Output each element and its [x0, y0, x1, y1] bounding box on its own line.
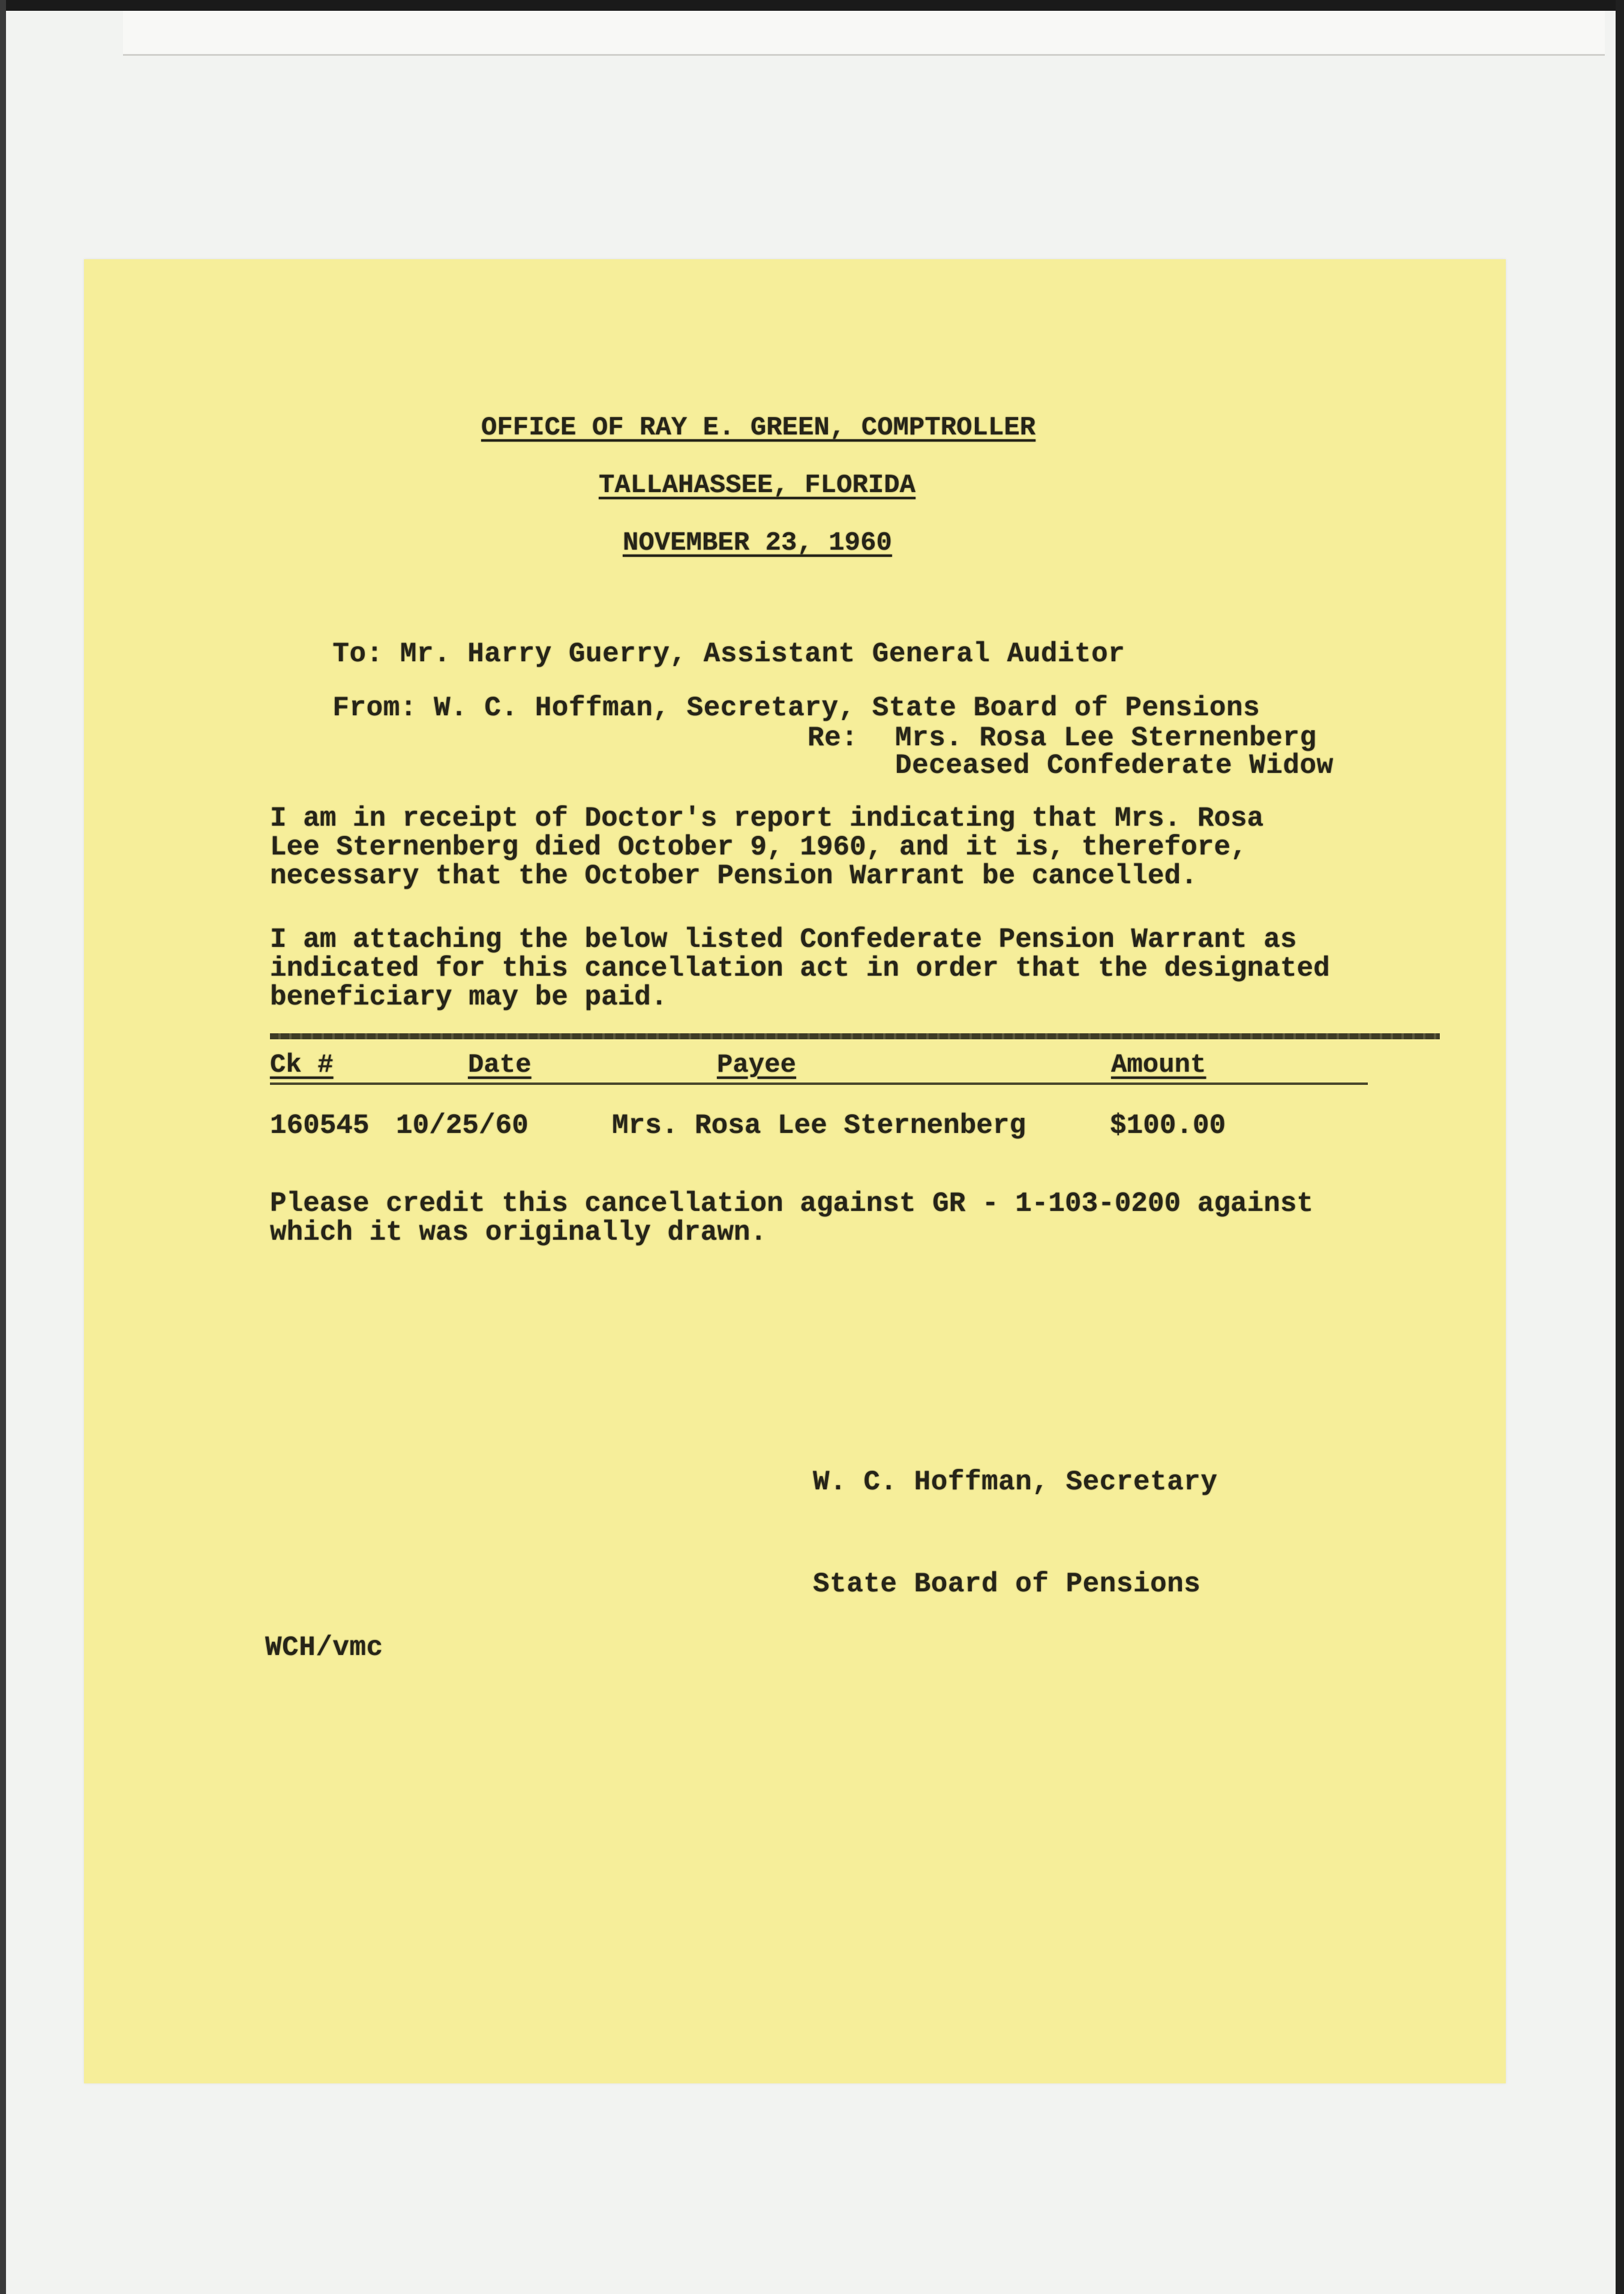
col-header-amount: Amount	[1111, 1050, 1206, 1080]
header-underline	[270, 1082, 1368, 1085]
typist-initials: WCH/vmc	[265, 1632, 383, 1663]
paragraph-3-line-1: Please credit this cancellation against GR - 1-103-0200 against	[270, 1188, 1314, 1219]
table-top-rule	[270, 1033, 1440, 1039]
memo-paper	[84, 259, 1506, 2083]
re-label: Re:	[808, 722, 858, 754]
backing-sheet	[123, 11, 1605, 56]
cell-date: 10/25/60	[396, 1110, 529, 1141]
to-label: To:	[332, 638, 383, 670]
cell-payee: Mrs. Rosa Lee Sternenberg	[612, 1110, 1026, 1141]
signature-org: State Board of Pensions	[813, 1569, 1201, 1600]
city-heading: TALLAHASSEE, FLORIDA	[599, 470, 916, 500]
cell-amount: $100.00	[1110, 1110, 1226, 1141]
cell-check-number: 160545	[270, 1110, 370, 1141]
from-value: W. C. Hoffman, Secretary, State Board of Pensions	[434, 692, 1260, 724]
paragraph-3-line-2: which it was originally drawn.	[270, 1217, 767, 1248]
re-line-1: Mrs. Rosa Lee Sternenberg	[895, 722, 1317, 754]
signature-name: W. C. Hoffman, Secretary	[813, 1467, 1218, 1498]
from-label: From:	[332, 692, 417, 724]
paragraph-2-line-3: beneficiary may be paid.	[270, 982, 668, 1013]
office-heading: OFFICE OF RAY E. GREEN, COMPTROLLER	[481, 413, 1036, 443]
scan-border-top	[0, 0, 1624, 11]
paragraph-1-line-1: I am in receipt of Doctor's report indicating that Mrs. Rosa	[270, 803, 1264, 834]
paragraph-1-line-2: Lee Sternenberg died October 9, 1960, and it is, therefore,	[270, 832, 1247, 863]
date-heading: NOVEMBER 23, 1960	[623, 528, 892, 558]
col-header-check: Ck #	[270, 1050, 334, 1080]
paragraph-2-line-2: indicated for this cancellation act in order that the designated	[270, 953, 1330, 984]
col-header-date: Date	[468, 1050, 532, 1080]
scan-border-right	[1616, 0, 1624, 2294]
paragraph-2-line-1: I am attaching the below listed Confederate Pension Warrant as	[270, 924, 1297, 955]
scan-border-left	[0, 0, 6, 2294]
re-line-2: Deceased Confederate Widow	[895, 750, 1334, 781]
paragraph-1-line-3: necessary that the October Pension Warrant be cancelled.	[270, 860, 1197, 892]
col-header-payee: Payee	[717, 1050, 797, 1080]
to-value: Mr. Harry Guerry, Assistant General Auditor	[400, 638, 1125, 670]
